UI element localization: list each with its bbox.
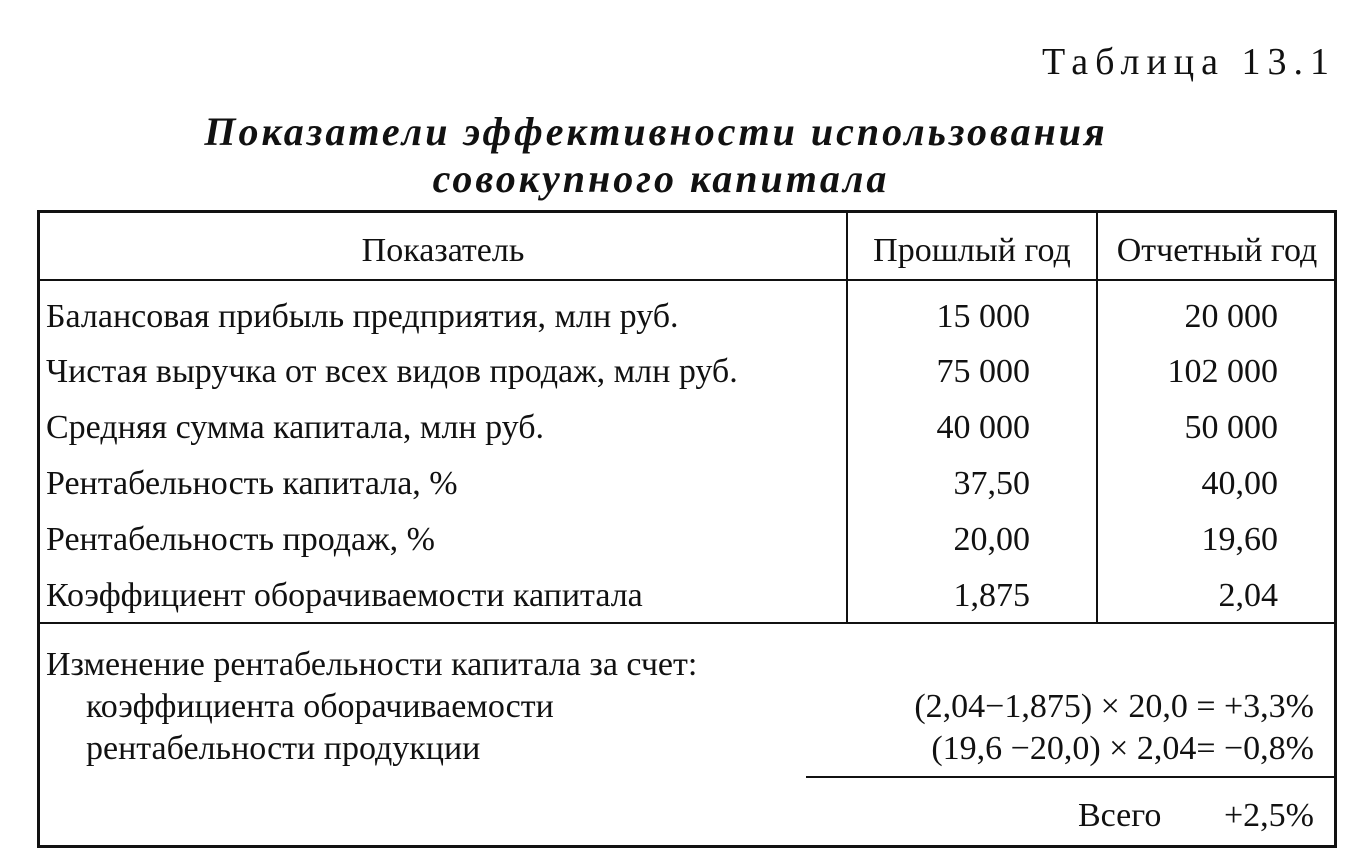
change-item-label: рентабельности продукции: [86, 730, 481, 767]
change-item-formula: (2,04−1,875) × 20,0 = +3,3%: [914, 688, 1314, 725]
row-curr-value: 102 000: [1167, 353, 1278, 390]
total-label: Всего: [1078, 797, 1162, 834]
table-number-label: Таблица 13.1: [1041, 41, 1336, 83]
row-prev-value: 1,875: [953, 577, 1030, 614]
table-title-line-1: Показатели эффективности использования: [204, 109, 1108, 154]
row-curr-value: 19,60: [1201, 521, 1278, 558]
row-prev-value: 37,50: [953, 465, 1030, 502]
header-reporting-year: Отчетный год: [1116, 232, 1318, 269]
row-label: Коэффициент оборачиваемости капитала: [46, 577, 643, 614]
row-prev-value: 20,00: [953, 521, 1030, 558]
row-prev-value: 75 000: [936, 353, 1030, 390]
total-divider: [806, 776, 1337, 778]
row-curr-value: 40,00: [1201, 465, 1278, 502]
table-title-line-2: совокупного капитала: [432, 156, 890, 201]
change-item-formula: (19,6 −20,0) × 2,04= −0,8%: [931, 730, 1314, 767]
change-item-label: коэффициента оборачиваемости: [86, 688, 554, 725]
row-curr-value: 50 000: [1184, 409, 1278, 446]
row-prev-value: 40 000: [936, 409, 1030, 446]
row-label: Средняя сумма капитала, млн руб.: [46, 409, 545, 446]
header-indicator: Показатель: [361, 232, 525, 269]
change-heading: Изменение рентабельности капитала за счет:: [46, 646, 698, 683]
row-label: Рентабельность продаж, %: [46, 521, 435, 558]
header-previous-year: Прошлый год: [873, 232, 1071, 269]
data-section-divider: [37, 622, 1337, 624]
row-prev-value: 15 000: [936, 298, 1030, 335]
row-label: Рентабельность капитала, %: [46, 465, 458, 502]
row-curr-value: 2,04: [1218, 577, 1278, 614]
header-divider: [37, 279, 1337, 281]
row-label: Балансовая прибыль предприятия, млн руб.: [46, 298, 679, 335]
row-label: Чистая выручка от всех видов продаж, млн руб.: [46, 353, 738, 390]
row-curr-value: 20 000: [1184, 298, 1278, 335]
total-value: +2,5%: [1224, 797, 1314, 834]
